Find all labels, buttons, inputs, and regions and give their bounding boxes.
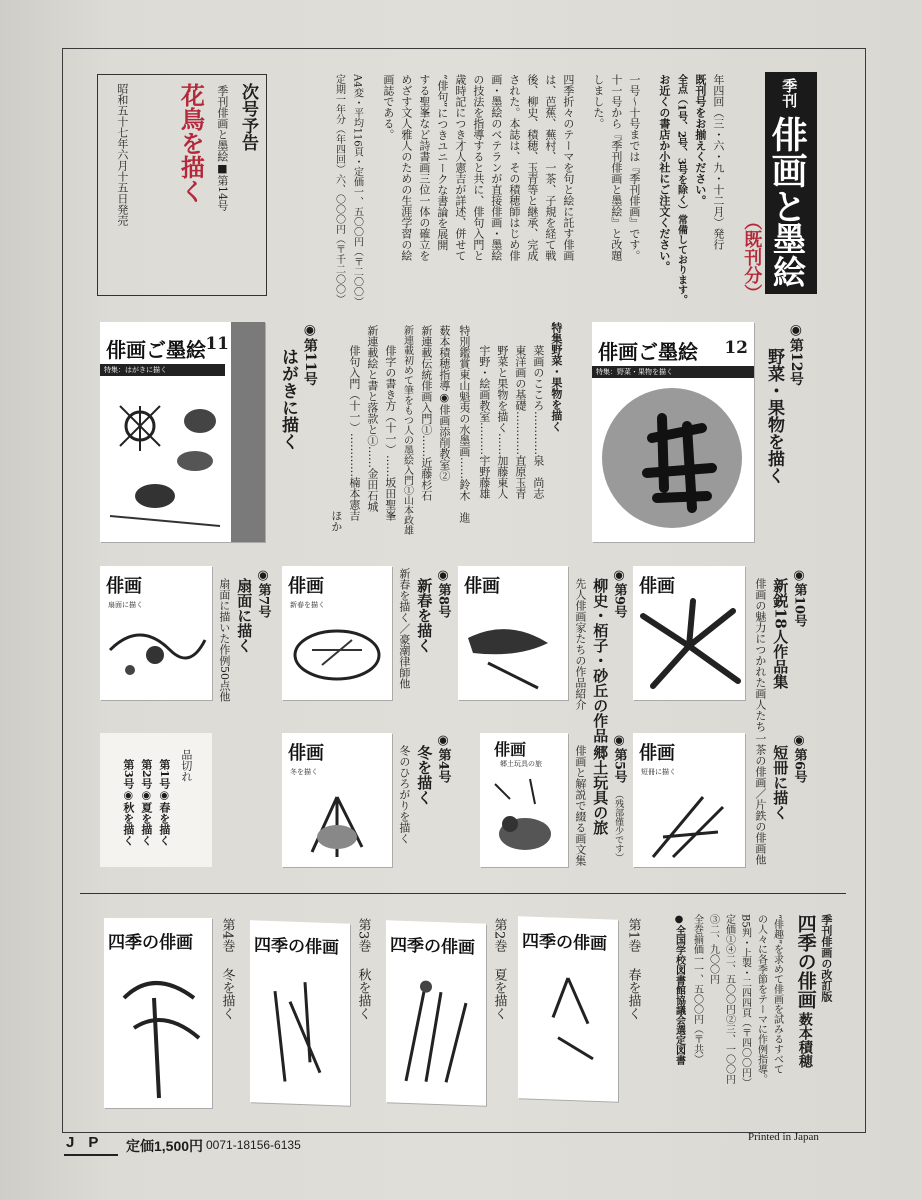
issue4-cover-sub: 冬を描く	[290, 768, 318, 776]
soldout-item-2: 第3号◉秋を描く	[121, 759, 135, 846]
shiki-vol1-cover-title: 四季の俳画	[522, 931, 607, 955]
issue11-cover	[100, 322, 265, 542]
issue12-cover-band: 特集：野菜・果物を描く	[592, 366, 754, 378]
issue12-contents-12: ほか	[329, 510, 343, 532]
shiki-vol3-cover-art	[250, 960, 350, 1103]
issue12-contents-1: 菜画のこころ…………泉 尚志	[531, 345, 545, 499]
shiki-title: 四季の俳画	[794, 914, 817, 1009]
soldout-item-1: 第2号◉夏を描く	[139, 759, 153, 846]
issue11-cover-number: 11	[205, 334, 229, 354]
shiki-vol2-theme: 夏を描く	[491, 968, 507, 1020]
intro-line-18: A4変・平均116頁・定価一、五〇〇円（〒二〇〇）	[351, 74, 363, 307]
shiki-vol4-label: 第4巻	[219, 918, 235, 953]
issue4-cover	[282, 733, 392, 867]
issue7-cover-title: 俳画	[106, 576, 142, 597]
issue9-cover-title: 俳画	[464, 576, 500, 597]
intro-line-1: 既刊号をお揃えください。	[693, 74, 707, 206]
intro-line-16: めざす文人雅人のための生涯学習の絵	[399, 74, 413, 261]
issue6-theme: 短冊に描く	[771, 745, 790, 820]
issue4-cover-art	[282, 777, 392, 867]
issue12-contents-10: 新連載絵と書と落款と①……金田石城	[365, 325, 379, 512]
issue4-cover-title: 俳画	[288, 743, 324, 764]
issue11-theme: はがきに描く	[277, 348, 298, 450]
issue8-cover-sub: 新春を描く	[290, 601, 325, 609]
intro-line-9: 後、柳史、積穂、玉青等と継承、完成	[525, 74, 539, 261]
issue8-desc: 新春を描く／豪潮律師他	[397, 568, 411, 689]
issue4-desc: 冬のひろがりを描く	[397, 745, 411, 844]
section-divider	[80, 893, 846, 894]
issue11-cover-band: 特集：はがきに描く	[100, 364, 225, 376]
shiki-line-6: ●全国学校図書館協議会選定図書	[673, 914, 685, 1065]
issue12-contents-0: 特集野菜・果物を描く	[549, 322, 563, 432]
issue12-contents-3: 野菜と果物を描く……加藤東人	[495, 345, 509, 499]
footer-price: 定価1,500円	[126, 1138, 204, 1154]
issue9-cover	[458, 566, 568, 700]
intro-line-19: 定期一年分（年四回）六、〇〇〇円（〒千二〇〇）	[333, 74, 345, 304]
next-issue-date: 昭和五十七年六月十五日発売	[115, 83, 129, 226]
intro-line-5: 十一号から『季刊俳画と墨絵』と改題	[609, 74, 623, 261]
issue12-contents-2: 東洋画の基礎…………直原玉青	[513, 345, 527, 499]
issue12-cover-art	[592, 378, 754, 542]
issue8-label: ◉第8号	[435, 568, 451, 619]
issue11-cover-strip	[231, 322, 265, 542]
shiki-line-5: 全巻揃価一一、五〇〇円（〒共）	[691, 914, 703, 1064]
issue12-contents-7: 新連載伝統俳画入門①……近藤杉石	[419, 325, 433, 501]
issue10-cover	[633, 566, 745, 700]
issue5-cover-title: 俳画	[494, 740, 527, 759]
issue12-contents-4: 宇野・絵画教室………宇野藤雄	[477, 345, 491, 499]
issue6-cover	[633, 733, 745, 867]
issue5-cover	[480, 733, 568, 867]
intro-line-17: 画誌である。	[381, 74, 395, 140]
issue5-label: ◉第5号	[611, 733, 627, 784]
shiki-author: 薮本積穂	[796, 1012, 813, 1068]
issue7-theme: 扇面に描く	[235, 578, 254, 653]
issue5-desc: 俳画と解説で綴る画文集	[573, 745, 587, 866]
issue6-cover-art	[633, 777, 745, 867]
issue10-cover-art	[633, 596, 745, 696]
shiki-vol4-cover-art	[104, 958, 212, 1108]
masthead-subtitle: （既刊分）	[741, 212, 763, 302]
shiki-line-1: の人々に各季節をテーマに作例指導。	[755, 914, 767, 1084]
issue8-theme: 新春を描く	[415, 578, 434, 653]
intro-line-7: 四季折々のテーマを句と絵に託す俳画	[561, 74, 575, 261]
issue7-label: ◉第7号	[255, 568, 271, 619]
shiki-vol2-label: 第2巻	[491, 918, 507, 953]
footer-code: 0071-18156-6135	[206, 1138, 301, 1152]
masthead-title-1: 俳画と	[766, 116, 808, 224]
intro-line-13: 歳時記につき才人憲吉が詳述、併せて	[453, 74, 467, 261]
masthead-kicker: 季刊	[780, 78, 799, 108]
issue12-contents-11: 俳句入門（十一）…………楠本憲吉	[347, 345, 361, 521]
shiki-vol3-label: 第3巻	[355, 918, 371, 953]
shiki-vol4-cover-title: 四季の俳画	[108, 933, 193, 953]
shiki-vol4-theme: 冬を描く	[219, 968, 235, 1020]
issue12-label: ◉第12号	[787, 322, 804, 386]
intro-line-8: は、芭蕉、蕪村、一茶、子規を経て戦	[543, 74, 557, 261]
issue5-cover-sub: 郷土玩具の旅	[500, 760, 542, 768]
publisher-logo	[64, 1134, 118, 1156]
shiki-line-3: 定価①④二、五〇〇円②三、一〇〇円	[723, 914, 735, 1084]
shiki-line-0: “俳趣”を求めて俳画を試みるすべて	[771, 914, 783, 1075]
intro-line-0: 年四回（三・六・九・十二月）発行	[711, 74, 725, 250]
issue11-cover-title: 俳画ご墨絵	[106, 338, 206, 362]
issue10-cover-title: 俳画	[639, 576, 675, 597]
shiki-vol1-cover-art	[518, 956, 618, 1099]
shiki-vol4-cover	[104, 918, 212, 1108]
shiki-line-4: ③二、九〇〇円	[707, 914, 719, 984]
issue7-desc: 扇面に描いた作例50点他	[217, 578, 231, 702]
issue5-cover-art	[480, 769, 568, 867]
issue10-theme: 新鋭18人作品集	[771, 578, 790, 689]
intro-line-15: する聖峯など詩書画三位一体の確立を	[417, 74, 431, 261]
intro-line-2: 全点（1号、2号、3号を除く）常備しております。	[675, 74, 687, 305]
next-issue-title: 花鳥を描く	[176, 83, 206, 203]
issue7-cover	[100, 566, 212, 700]
intro-line-10: された。本誌は、その積穂師はじめ俳	[507, 74, 521, 261]
issue6-cover-title: 俳画	[639, 743, 675, 764]
issue8-cover-art	[282, 610, 392, 700]
issue8-cover	[282, 566, 392, 700]
intro-line-3: お近くの書店か小社にご注文ください。	[657, 74, 671, 272]
footer-printed: Printed in Japan	[748, 1131, 819, 1143]
publisher-logo-text: JP	[66, 1134, 113, 1151]
masthead-title-2: 墨絵	[768, 222, 807, 288]
shiki-kicker: 季刊俳画の改訂版	[819, 914, 833, 1002]
issue5-note: （残部僅少です）	[613, 790, 624, 862]
intro-line-6: しました。	[591, 74, 605, 129]
issue11-cover-art	[100, 376, 230, 542]
intro-line-11: 画・墨絵のベテランが直接俳画・墨絵	[489, 74, 503, 261]
issue10-label: ◉第10号	[791, 568, 807, 628]
issue9-cover-art	[458, 598, 568, 698]
issue12-contents-9: 俳字の書き方（十一）……坂田聖峯	[383, 345, 397, 521]
next-issue-heading: 次号予告	[237, 83, 258, 151]
issue11-label: ◉第11号	[301, 322, 318, 386]
issue12-cover-number: 12	[724, 338, 748, 358]
intro-line-4: 一号〜十号までは『季刊俳画』です。	[627, 74, 641, 261]
issue9-label: ◉第9号	[611, 568, 627, 619]
issue5-theme: 郷土玩具の旅	[591, 745, 610, 835]
next-issue-box	[97, 74, 267, 296]
shiki-vol1-label: 第1巻	[625, 918, 641, 953]
issue4-theme: 冬を描く	[415, 745, 434, 805]
soldout-item-0: 第1号◉春を描く	[157, 759, 171, 846]
masthead	[765, 72, 817, 294]
issue6-label: ◉第6号	[791, 733, 807, 784]
intro-line-14: “俳句”につきユニークな書論を展開	[435, 74, 449, 251]
soldout-box	[100, 733, 212, 867]
issue12-cover	[592, 322, 754, 542]
issue7-cover-art	[100, 610, 212, 700]
issue12-contents-8: 新連載初めて筆をもつ人の墨絵入門①山本政雄	[401, 325, 413, 535]
next-issue-magazine: 季刊俳画と墨絵■第14号	[215, 85, 229, 211]
shiki-line-2: B5判・上製・二四四頁（〒四〇〇円）	[739, 914, 751, 1088]
issue12-contents-6: 薮本積穂指導◉俳画添削教室②	[437, 325, 451, 481]
shiki-vol3-cover-title: 四季の俳画	[254, 935, 339, 959]
issue8-cover-title: 俳画	[288, 576, 324, 597]
soldout-heading: 品切れ	[179, 749, 193, 782]
issue12-theme: 野菜・果物を描く	[763, 348, 784, 484]
issue12-contents-5: 特別鑑賞東山魁夷の水墨画……鈴木 進	[457, 325, 471, 523]
issue9-desc: 先人俳画家たちの作品紹介	[573, 578, 587, 710]
shiki-vol1-cover	[518, 916, 618, 1101]
shiki-vol1-theme: 春を描く	[625, 968, 641, 1020]
issue7-cover-sub: 扇面に描く	[108, 601, 143, 609]
intro-line-12: の技法を指導すると共に、俳句入門と	[471, 74, 485, 261]
shiki-vol2-cover	[386, 920, 486, 1105]
shiki-vol3-theme: 秋を描く	[355, 968, 371, 1020]
shiki-vol3-cover	[250, 920, 350, 1105]
issue6-desc: 一茶の俳画／片鉄の俳画他	[753, 733, 767, 865]
issue9-theme: 柳史・栢子・砂丘の作品	[591, 578, 610, 743]
shiki-vol2-cover-art	[386, 960, 486, 1103]
issue4-label: ◉第4号	[435, 733, 451, 784]
issue6-cover-sub: 短冊に描く	[641, 768, 676, 776]
issue12-cover-title: 俳画ご墨絵	[598, 340, 698, 364]
shiki-vol2-cover-title: 四季の俳画	[390, 935, 475, 959]
issue10-desc: 俳画の魅力につかれた画人たち	[753, 578, 767, 732]
